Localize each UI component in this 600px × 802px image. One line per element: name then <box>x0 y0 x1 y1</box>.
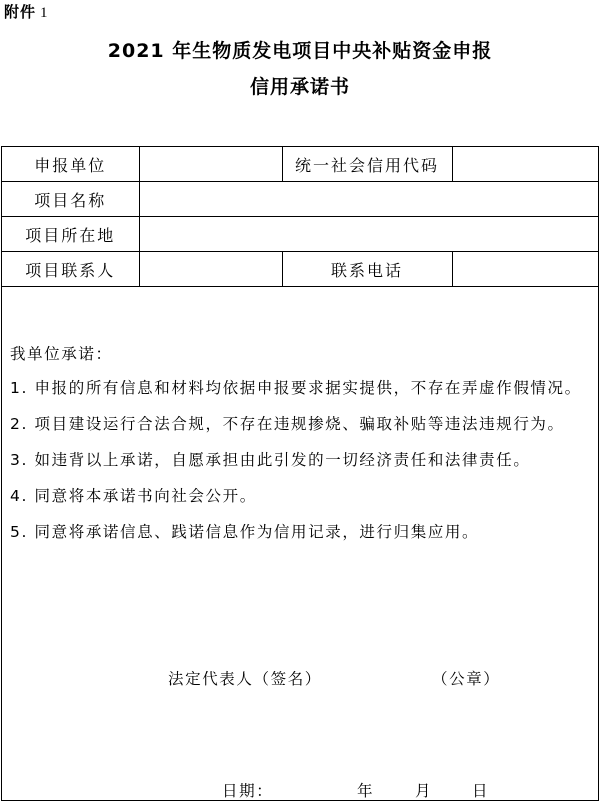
commitment-item-1: 1. 申报的所有信息和材料均依据申报要求据实提供，不存在弄虚作假情况。 <box>10 379 582 397</box>
table-row <box>2 217 598 252</box>
credit-code-field[interactable] <box>452 147 598 182</box>
commitment-form <box>1 146 599 801</box>
table-row <box>2 147 598 182</box>
table-row <box>2 182 598 217</box>
attachment-label <box>4 1 49 22</box>
project-location-field[interactable] <box>139 217 598 252</box>
contact-person-label: 项目联系人 <box>2 252 139 287</box>
date-year-label: 年 <box>357 782 375 800</box>
date-label: 日期： <box>222 782 274 800</box>
document-title-line2: 信用承诺书 <box>249 76 350 98</box>
info-table <box>2 147 598 287</box>
representative-signature-label: 法定代表人（签名） <box>168 670 322 688</box>
commitment-item-4: 4. 同意将本承诺书向社会公开。 <box>10 487 257 505</box>
date-month-label: 月 <box>415 782 433 800</box>
applicant-field[interactable] <box>139 147 282 182</box>
contact-phone-label: 联系电话 <box>282 252 452 287</box>
commitment-item-2: 2. 项目建设运行合法合规，不存在违规掺烧、骗取补贴等违法违规行为。 <box>10 415 565 433</box>
project-name-label: 项目名称 <box>2 182 139 217</box>
commitment-item-3: 3. 如违背以上承诺，自愿承担由此引发的一切经济责任和法律责任。 <box>10 451 531 469</box>
commitment-item-5: 5. 同意将承诺信息、践诺信息作为信用记录，进行归集应用。 <box>10 523 480 541</box>
project-location-label: 项目所在地 <box>2 217 139 252</box>
applicant-label: 申报单位 <box>2 147 139 182</box>
credit-code-label: 统一社会信用代码 <box>282 147 452 182</box>
commitment-body <box>10 339 594 553</box>
document-title-line1: 2021 年生物质发电项目中央补贴资金申报 <box>107 40 493 62</box>
project-name-field[interactable] <box>139 182 598 217</box>
attachment-text: 附件 <box>4 3 37 21</box>
official-seal-label: （公章） <box>432 670 501 688</box>
commitment-intro: 我单位承诺： <box>10 345 113 363</box>
table-row <box>2 252 598 287</box>
attachment-number: 1 <box>40 5 49 21</box>
date-day-label: 日 <box>472 782 490 800</box>
contact-phone-field[interactable] <box>452 252 598 287</box>
contact-person-field[interactable] <box>139 252 282 287</box>
